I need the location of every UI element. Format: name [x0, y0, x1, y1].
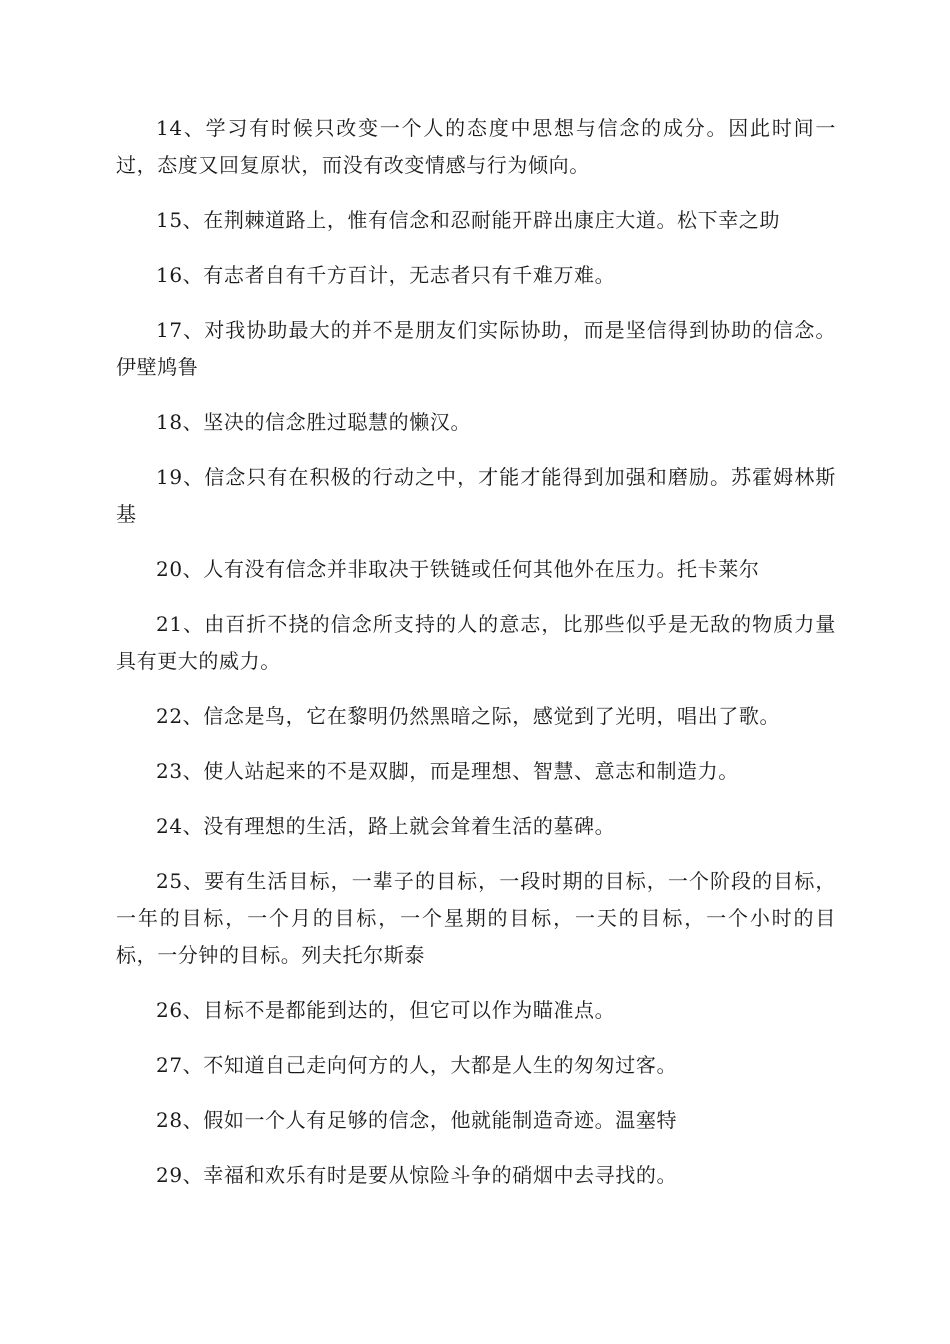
- quote-paragraph-18: 18、坚决的信念胜过聪慧的懒汉。: [156, 410, 472, 434]
- quote-paragraph-21: 21、由百折不挠的信念所支持的人的意志，比那些似乎是无敌的物质力量具有更大的威力。: [116, 612, 836, 673]
- quote-paragraph-24: 24、没有理想的生活，路上就会耸着生活的墓碑。: [156, 814, 616, 838]
- quote-paragraph-22: 22、信念是鸟，它在黎明仍然黑暗之际，感觉到了光明，唱出了歌。: [156, 704, 781, 728]
- quote-paragraph-25: 25、要有生活目标，一辈子的目标，一段时期的目标，一个阶段的目标，一年的目标，一个月的目标，一个星期的目标，一天的目标，一个小时的目标，一分钟的目标。列夫托尔斯泰: [116, 869, 836, 967]
- quote-paragraph-20: 20、人有没有信念并非取决于铁链或任何其他外在压力。托卡莱尔: [156, 557, 760, 581]
- quote-paragraph-17: 17、对我协助最大的并不是朋友们实际协助，而是坚信得到协助的信念。伊壁鸠鲁: [116, 318, 836, 379]
- quote-paragraph-23: 23、使人站起来的不是双脚，而是理想、智慧、意志和制造力。: [156, 759, 739, 783]
- quote-paragraph-27: 27、不知道自己走向何方的人，大都是人生的匆匆过客。: [156, 1053, 678, 1077]
- quote-paragraph-15: 15、在荆棘道路上，惟有信念和忍耐能开辟出康庄大道。松下幸之助: [156, 208, 781, 232]
- quote-paragraph-19: 19、信念只有在积极的行动之中，才能才能得到加强和磨励。苏霍姆林斯基: [116, 465, 836, 526]
- quote-paragraph-28: 28、假如一个人有足够的信念，他就能制造奇迹。温塞特: [156, 1108, 678, 1132]
- quote-paragraph-16: 16、有志者自有千方百计，无志者只有千难万难。: [156, 263, 616, 287]
- quote-paragraph-14: 14、学习有时候只改变一个人的态度中思想与信念的成分。因此时间一过，态度又回复原状，而没有改变情感与行为倾向。: [116, 116, 836, 177]
- quote-paragraph-29: 29、幸福和欢乐有时是要从惊险斗争的硝烟中去寻找的。: [156, 1163, 678, 1187]
- document-body: [116, 110, 836, 1212]
- quote-paragraph-26: 26、目标不是都能到达的，但它可以作为瞄准点。: [156, 998, 616, 1022]
